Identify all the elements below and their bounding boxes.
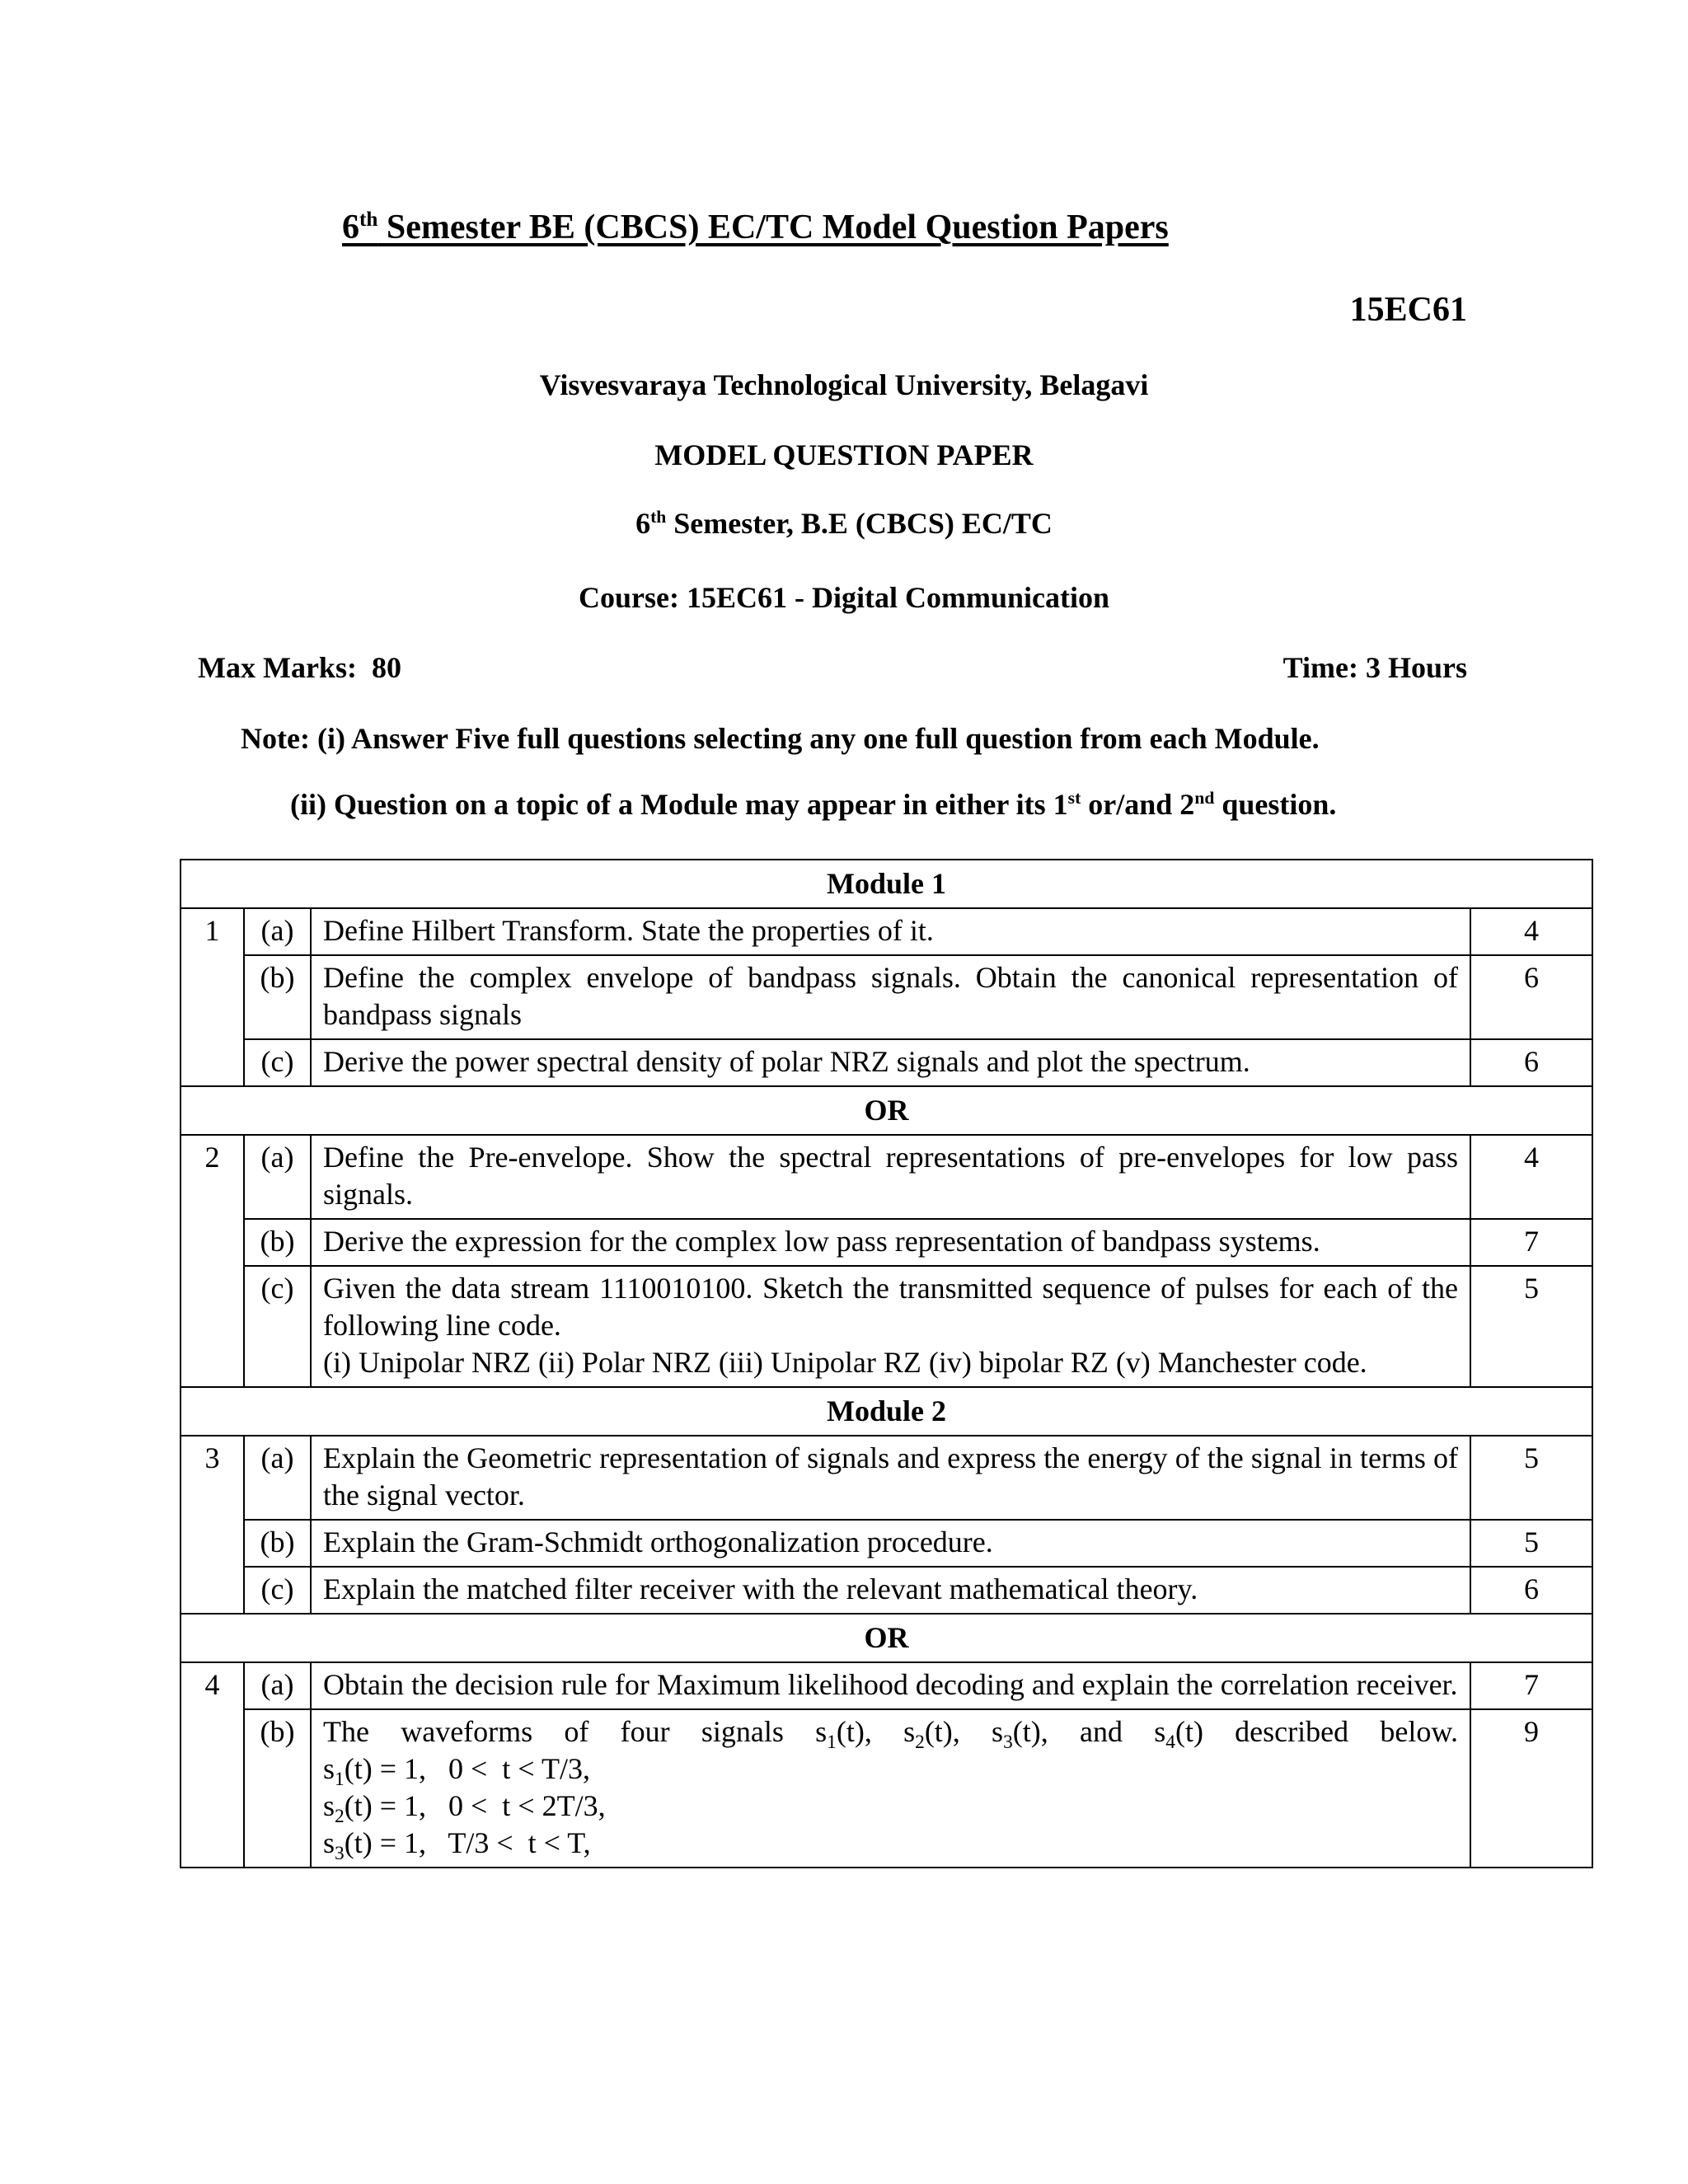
question-intro-line — [323, 1713, 1459, 1754]
university-name: Visvesvaraya Technological University, Belagavi — [539, 368, 1149, 401]
signal-definition-3 — [323, 1825, 1458, 1865]
question-marks: 5 — [1470, 1266, 1592, 1387]
subscript: 2 — [335, 1806, 345, 1828]
question-row — [181, 1662, 1592, 1709]
semester-line — [0, 506, 1688, 541]
signal-symbol: s — [323, 1752, 335, 1785]
note-2 — [290, 787, 1336, 822]
question-marks: 5 — [1470, 1520, 1592, 1567]
subscript: 4 — [1165, 1732, 1175, 1754]
sub-label: (b) — [244, 1709, 311, 1868]
question-row — [181, 955, 1592, 1039]
subscript: 2 — [915, 1732, 925, 1754]
question-text: Derive the expression for the complex low pass representation of bandpass systems. — [311, 1219, 1470, 1266]
question-row — [181, 1520, 1592, 1567]
question-marks: 6 — [1470, 955, 1592, 1039]
title-text: Semester BE (CBCS) EC/TC Model Question Papers — [377, 209, 1169, 246]
subscript: 3 — [1003, 1732, 1013, 1754]
question-number: 1 — [181, 908, 244, 955]
sub-label: (c) — [244, 1567, 311, 1614]
question-marks: 7 — [1470, 1219, 1592, 1266]
signal-definition-2 — [323, 1788, 1458, 1828]
question-number-cell — [181, 955, 244, 1039]
question-text: Obtain the decision rule for Maximum likelihood decoding and explain the correlation receiver. — [311, 1662, 1470, 1709]
module-1-row — [181, 860, 1592, 908]
sub-label: (b) — [244, 1520, 311, 1567]
or-divider: OR — [181, 1086, 1592, 1135]
max-marks: Max Marks: 80 — [198, 651, 401, 684]
question-text: Define the Pre-envelope. Show the spectral representations of pre-envelopes for low pass signals. — [311, 1135, 1470, 1219]
note-2-part-b: or/and 2 — [1081, 788, 1195, 821]
question-marks: 4 — [1470, 1135, 1592, 1219]
sub-label: (a) — [244, 908, 311, 955]
question-row — [181, 1436, 1592, 1520]
or-divider: OR — [181, 1614, 1592, 1662]
sub-label: (a) — [244, 1436, 311, 1520]
question-text: Derive the power spectral density of polar NRZ signals and plot the spectrum. — [311, 1039, 1470, 1086]
or-row — [181, 1614, 1592, 1662]
signal-symbol: s — [323, 1789, 335, 1822]
question-table — [180, 859, 1593, 1868]
question-row — [181, 1039, 1592, 1086]
question-number-cell — [181, 1520, 244, 1567]
semester-number: 6 — [635, 507, 651, 540]
subscript: 1 — [827, 1732, 837, 1754]
signal-expression: (t) = 1, 0 < t < 2T/3, — [344, 1789, 606, 1822]
question-text: Explain the Gram-Schmidt orthogonalization procedure. — [311, 1520, 1470, 1567]
sub-label: (b) — [244, 1219, 311, 1266]
question-text-part-2: (i) Unipolar NRZ (ii) Polar NRZ (iii) Unipolar RZ (iv) bipolar RZ (v) Manchester code. — [323, 1346, 1367, 1379]
or-row — [181, 1086, 1592, 1135]
intro-part: The waveforms of four signals s — [323, 1715, 828, 1748]
semester-text: Semester, B.E (CBCS) EC/TC — [666, 507, 1053, 540]
header-title — [342, 208, 1169, 247]
question-number: 4 — [181, 1662, 244, 1709]
question-text: Explain the matched filter receiver with the relevant mathematical theory. — [311, 1567, 1470, 1614]
signal-expression: (t) = 1, 0 < t < T/3, — [344, 1752, 590, 1785]
question-number-cell — [181, 1567, 244, 1614]
question-text-part-1: Given the data stream 1110010100. Sketch the transmitted sequence of pulses for each of the following line code. — [323, 1272, 1458, 1342]
paper-type: MODEL QUESTION PAPER — [654, 438, 1034, 471]
sub-label: (a) — [244, 1135, 311, 1219]
course-line: Course: 15EC61 - Digital Communication — [579, 581, 1109, 614]
question-row — [181, 908, 1592, 955]
title-superscript: th — [359, 209, 378, 231]
question-text: Explain the Geometric representation of signals and express the energy of the signal in terms of the signal vector. — [311, 1436, 1470, 1520]
question-number: 3 — [181, 1436, 244, 1520]
question-number-cell — [181, 1219, 244, 1266]
title-number: 6 — [342, 209, 359, 246]
subscript: 3 — [335, 1843, 345, 1865]
note-2-sup-st: st — [1067, 788, 1081, 808]
intro-part: (t), s — [924, 1715, 1004, 1748]
signal-definition-1 — [323, 1750, 1458, 1791]
sub-label: (b) — [244, 955, 311, 1039]
sub-label: (c) — [244, 1039, 311, 1086]
note-2-part-c: question. — [1214, 788, 1337, 821]
subject-code: 15EC61 — [1349, 291, 1467, 329]
signal-expression: (t) = 1, T/3 < t < T, — [344, 1826, 591, 1859]
module-2-row — [181, 1387, 1592, 1436]
question-row — [181, 1266, 1592, 1387]
question-text — [311, 1709, 1470, 1868]
question-marks: 5 — [1470, 1436, 1592, 1520]
question-row — [181, 1567, 1592, 1614]
semester-superscript: th — [650, 507, 667, 527]
question-text: Define Hilbert Transform. State the properties of it. — [311, 908, 1470, 955]
signal-symbol: s — [323, 1826, 335, 1859]
subscript: 1 — [335, 1769, 345, 1791]
question-text — [311, 1266, 1470, 1387]
question-row — [181, 1219, 1592, 1266]
question-number-cell — [181, 1709, 244, 1868]
question-marks: 6 — [1470, 1567, 1592, 1614]
question-marks: 4 — [1470, 908, 1592, 955]
sub-label: (c) — [244, 1266, 311, 1387]
question-number-cell — [181, 1039, 244, 1086]
question-number-cell — [181, 1266, 244, 1387]
note-2-part-a: (ii) Question on a topic of a Module may appear in either its 1 — [290, 788, 1068, 821]
question-marks: 9 — [1470, 1709, 1592, 1868]
question-marks: 7 — [1470, 1662, 1592, 1709]
question-number: 2 — [181, 1135, 244, 1219]
note-2-sup-nd: nd — [1194, 788, 1215, 808]
module-1-heading: Module 1 — [181, 860, 1592, 908]
question-row — [181, 1135, 1592, 1219]
intro-part: (t) described below. — [1175, 1715, 1459, 1748]
time-allowed: Time: 3 Hours — [1282, 651, 1467, 684]
intro-part: (t), and s — [1012, 1715, 1166, 1748]
note-1: Note: (i) Answer Five full questions selecting any one full question from each Module. — [241, 722, 1320, 755]
module-2-heading: Module 2 — [181, 1387, 1592, 1436]
intro-part: (t), s — [836, 1715, 916, 1748]
question-text: Define the complex envelope of bandpass signals. Obtain the canonical representation of bandpass signals — [311, 955, 1470, 1039]
question-marks: 6 — [1470, 1039, 1592, 1086]
question-row — [181, 1709, 1592, 1868]
sub-label: (a) — [244, 1662, 311, 1709]
